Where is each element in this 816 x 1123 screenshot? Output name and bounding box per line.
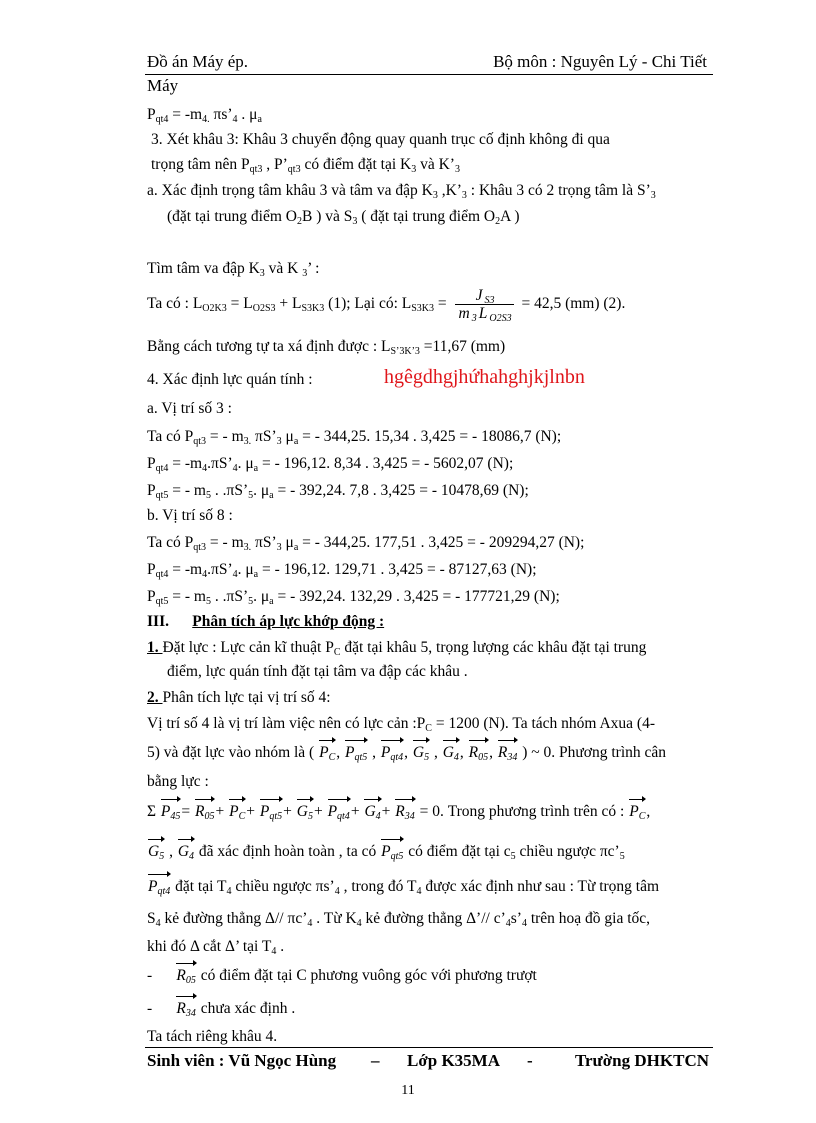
similar-line: Bằng cách tương tự ta xá định được : $L_{S’3K’3} =11,67$ (mm) [147,338,506,357]
pos3-pqt3: Ta có $P_{qt3}$ = - $m_{3.}$ $\pi S’_3$ $\mu_a$ = - 344,25. 15,34 . 3,425 = - 18086,7 (N); [147,428,562,447]
pos-3-title: a. Vị trí số 3 : [147,400,232,417]
para-line-1: Vị trí số 4 là vị trí làm việc nên có lực cản $:P_C = 1200$ (N). Ta tách nhóm Axua (4- [147,715,656,734]
pos8-pqt5: $P_{qt5}$ = - $m_5$ . $.\pi S’_5$. $\mu_a$ = - 392,24. 132,29 . 3,425 = - 177721,29 (N); [147,588,560,607]
red-text: hgêgdhgjhứhahghjkjlnbn [384,366,585,388]
para-line-5: $G_5$ , $G_4$ đã xác định hoàn toàn , ta có $P_{qt5}$ có điểm đặt tại $c_5$ chiều ngược $\pi c’_5$ [148,843,625,862]
page-footer [145,1047,713,1074]
header-left: Đồ án Máy ép. [147,52,249,71]
pos8-pqt3: Ta có $P_{qt3}$ = - $m_{3.}$ $\pi S’_3$ $\mu_a$ = - 344,25. 177,51 . 3,425 = - 209294,27 (N); [147,534,585,553]
item-1-cont: điểm, lực quán tính đặt tại tâm va đập các khâu . [167,663,468,680]
pos3-pqt4: $P_{qt4}$ = $-m_4.\pi S’_4$. $\mu_a$ = - 196,12. 8,34 . 3,425 = - 5602,07 (N); [147,455,514,474]
para-line-8: khi đó Δ cắt Δ’ tại $T_4$ . [147,938,285,957]
para-line-3: bằng lực : [147,773,209,790]
page-header [145,52,713,75]
footer-dash-2: - [527,1051,533,1070]
section-III-title: III. Phân tích áp lực khớp động : [147,613,385,630]
header-right: Bộ môn : Nguyên Lý - Chi Tiết [493,52,707,71]
fraction: $\frac{J _{S3}}{m _3 L _{O2S3}}$ [455,287,514,322]
footer-class: Lớp K35MA [407,1051,501,1070]
footer-dash-1: – [371,1051,380,1070]
find-center-line: Tìm tâm va đập $K_3$ và K $_3$’ : [147,260,320,279]
line-pqt4: $P_{qt4} = -m_{4.}$ $\pi s’_4$ . $\mu_a$ [147,106,262,125]
formula-line: Ta có : $L_{O2K3} = L_{O2S3} + L_{S3K3}$ (1); Lại có: $L_{S3K3}$ = $\frac{J _{S3}}{m _3 L _{O2S3}}$ = 42,5 (mm) (2). [147,287,626,324]
item-a-cont: (đặt tại trung điểm $O_2B$ ) và $S_3$ ( đặt tại trung điểm $O_2A$ ) [167,208,520,227]
item-a-text: a. Xác định trọng tâm khâu 3 và tâm va đập $K_3$ $,K’_3$ : Khâu 3 có 2 trọng tâm là $S’_3$ [147,182,656,201]
item-3-cont: trọng tâm nên $P_{qt3}$ , $P’_{qt3}$ có điểm đặt tại $K_3$ và $K’_3$ [151,156,460,175]
last-line: Ta tách riêng khâu 4. [147,1028,278,1045]
page-number: 11 [401,1083,415,1098]
para-line-6: $P_{qt4}$ đặt tại $T_4$ chiều ngược $\pi s’_4$ , trong đó $T_4$ được xác định như sau : Từ trọng tâm [148,878,660,897]
bullet-r05: - $R_{05}$ có điểm đặt tại C phương vuông góc với phương trượt [147,967,537,986]
pos3-pqt5: $P_{qt5}$ = - $m_5$ . $.\pi S’_5$. $\mu_a$ = - 392,24. 7,8 . 3,425 = - 10478,69 (N); [147,482,529,501]
para-line-2: 5) và đặt lực vào nhóm là ( $P_C$, $P_{qt5}$ , $P_{qt4}$, $G_5$ , $G_4$, $R_{05}$, $R_{34}$ ) ~ 0. Phương trình cân [147,744,667,763]
item-1-text: 1. Đặt lực : Lực cản kĩ thuật $P_C$ đặt tại khâu 5, trọng lượng các khâu đặt tại trung [147,639,647,658]
equation-line: Σ $P_{45}= R_{05}+ P_C+ P_{qt5}+ G_5+ P_{qt4}+ G_4+ R_{34} = 0$. Trong phương trình trên có : $P_C$, [147,803,651,822]
header-continuation: Máy [147,76,179,95]
para-line-7: $S_4$ kẻ đường thẳng Δ// $\pi c’_4$ . Từ $K_4$ kẻ đường thẳng Δ’// $c’_4s’_4$ trên hoạ đồ gia tốc, [147,910,651,929]
section-4-title: 4. Xác định lực quán tính : [147,371,313,388]
item-3-text: 3. Xét khâu 3: Khâu 3 chuyển động quay quanh trục cố định không đi qua [151,131,610,148]
footer-school: Trường DHKTCN [574,1051,709,1070]
footer-student: Sinh viên : Vũ Ngọc Hùng [147,1051,337,1070]
bullet-r34: - $R_{34}$ chưa xác định . [147,1000,296,1019]
pos8-pqt4: $P_{qt4}$ = $-m_4.\pi S’_4$. $\mu_a$ = - 196,12. 129,71 . 3,425 = - 87127,63 (N); [147,561,537,580]
pos-8-title: b. Vị trí số 8 : [147,507,233,524]
item-2-title: 2. Phân tích lực tại vị trí số 4: [147,689,331,706]
